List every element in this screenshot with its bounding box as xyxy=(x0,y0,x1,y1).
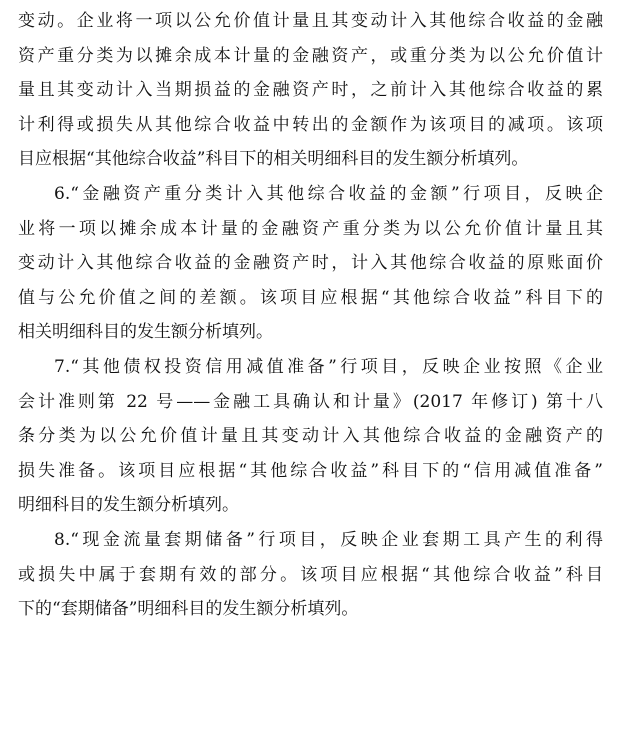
text-line: 业将一项以摊余成本计量的金融资产重分类为以公允价值计量且其 xyxy=(18,218,603,239)
text-line: 量且其变动计入当期损益的金融资产时，之前计入其他综合收益的累 xyxy=(18,80,603,101)
text-line: 资产重分类为以摊余成本计量的金融资产，或重分类为以公允价值计 xyxy=(18,45,603,66)
text-line: 会计准则第 22 号——金融工具确认和计量》(2017 年修订) 第十八 xyxy=(18,391,603,412)
text-line: 7.“其他债权投资信用减值准备”行项目，反映企业按照《企业 xyxy=(54,356,603,377)
text-line: 8.“现金流量套期储备”行项目，反映企业套期工具产生的利得 xyxy=(54,529,603,550)
text-line: 下的“套期储备”明细科目的发生额分析填列。 xyxy=(18,599,359,620)
text-line: 相关明细科目的发生额分析填列。 xyxy=(18,322,273,343)
paragraph-continuation xyxy=(18,4,603,177)
paragraph-item-7 xyxy=(18,350,603,523)
text-line: 损失准备。该项目应根据“其他综合收益”科目下的“信用减值准备” xyxy=(18,460,603,481)
text-line: 计利得或损失从其他综合收益中转出的金额作为该项目的减项。该项 xyxy=(18,114,603,135)
text-line: 6.“金融资产重分类计入其他综合收益的金额”行项目，反映企 xyxy=(54,183,603,204)
text-line: 明细科目的发生额分析填列。 xyxy=(18,495,239,516)
text-line: 目应根据“其他综合收益”科目下的相关明细科目的发生额分析填列。 xyxy=(18,149,529,170)
paragraph-item-8 xyxy=(18,523,603,627)
text-line: 变动计入其他综合收益的金融资产时，计入其他综合收益的原账面价 xyxy=(18,253,603,274)
text-line: 变动。企业将一项以公允价值计量且其变动计入其他综合收益的金融 xyxy=(18,11,603,31)
text-line: 条分类为以公允价值计量且其变动计入其他综合收益的金融资产的 xyxy=(18,426,603,447)
text-line: 或损失中属于套期有效的部分。该项目应根据“其他综合收益”科目 xyxy=(18,564,603,585)
text-line: 值与公允价值之间的差额。该项目应根据“其他综合收益”科目下的 xyxy=(18,287,603,308)
paragraph-item-6 xyxy=(18,177,603,350)
